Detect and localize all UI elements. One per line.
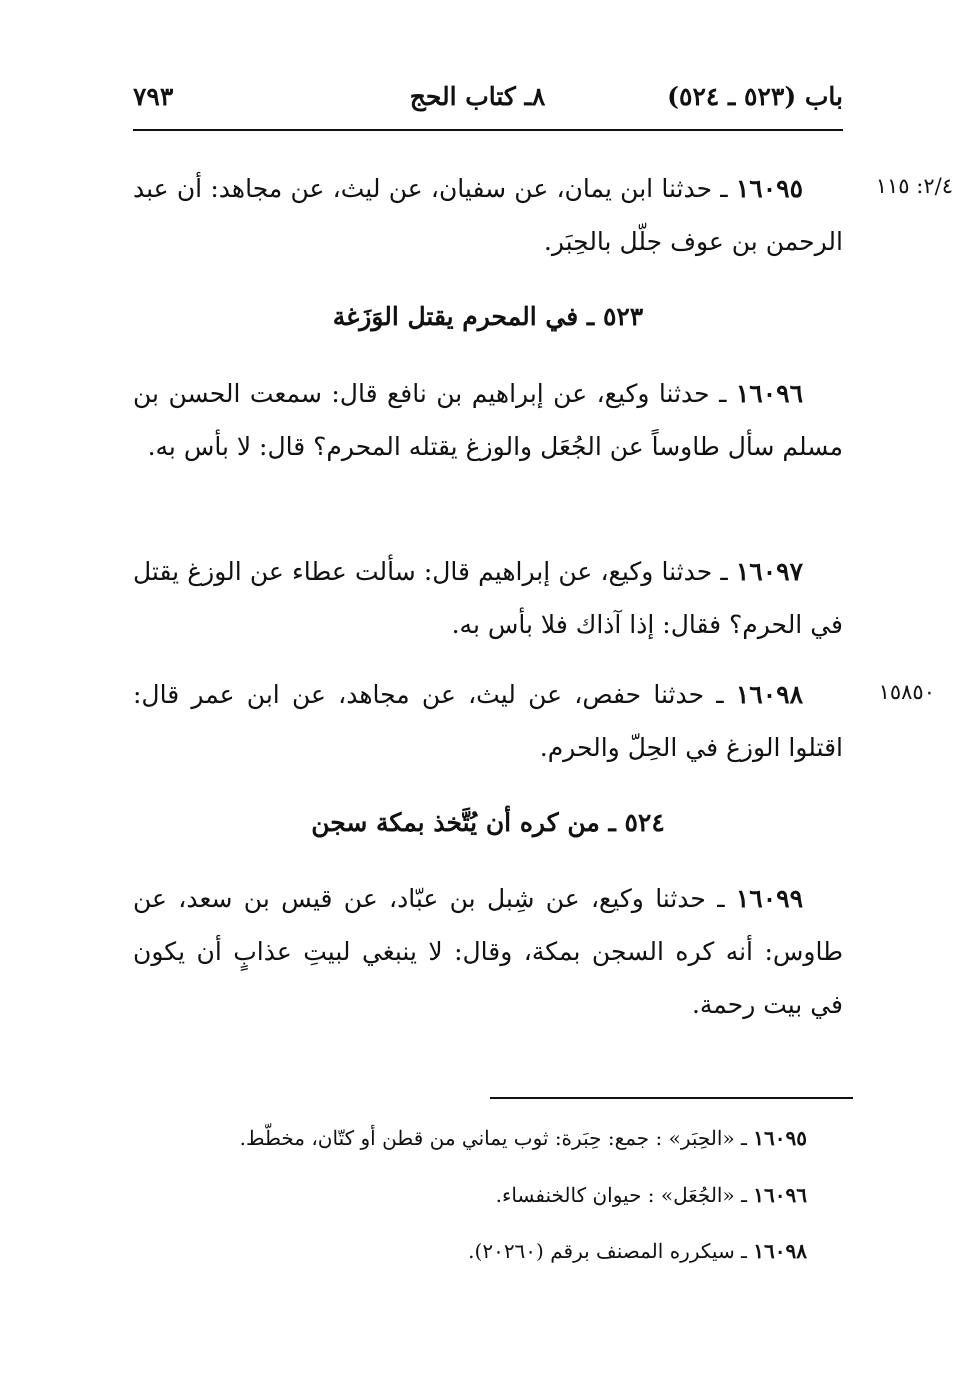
hadith-text: ـ حدثنا وكيع، عن إبراهيم بن نافع قال: سمعت الحسن بن مسلم سأل طاوساً عن الجُعَل والوزغ يقتله المحرم؟ قال: لا بأس به.	[133, 379, 843, 461]
hadith-number: ١٦٠٩٦	[735, 379, 803, 408]
hadith-text: ـ حدثنا ابن يمان، عن سفيان، عن ليث، عن مجاهد: أن عبد الرحمن بن عوف جلّل بالحِبَر.	[133, 174, 843, 256]
hadith-number: ١٦٠٩٧	[735, 557, 803, 586]
hadith-16096	[133, 367, 843, 473]
hadith-16099	[133, 872, 843, 1031]
hadith-16095	[133, 162, 843, 268]
margin-ref-number: ١٥٨٥٠	[878, 680, 935, 704]
footnote-text: ـ «الجُعَل» : حيوان كالخنفساء.	[495, 1183, 754, 1207]
hadith-number: ١٦٠٩٨	[735, 680, 803, 709]
margin-ref-volume-page: ٢/٤: ١١٥	[875, 174, 953, 198]
hadith-number: ١٦٠٩٩	[735, 884, 803, 913]
header-page-number: ٧٩٣	[133, 82, 174, 111]
hadith-text: ـ حدثنا وكيع، عن إبراهيم قال: سألت عطاء عن الوزغ يقتل في الحرم؟ فقال: إذا آذاك فلا بأس به.	[133, 557, 843, 639]
footnote-16098	[133, 1237, 807, 1265]
header-rule	[133, 129, 843, 131]
chapter-heading-524: ٥٢٤ ـ من كره أن يُتَّخذ بمكة سجن	[311, 808, 665, 837]
chapter-heading-523: ٥٢٣ ـ في المحرم يقتل الوَزَغة	[332, 302, 644, 331]
header-chapter: باب (٥٢٣ ـ ٥٢٤)	[667, 82, 843, 111]
footnote-number: ١٦٠٩٥	[753, 1126, 807, 1150]
footnote-16095	[133, 1124, 807, 1152]
footnote-number: ١٦٠٩٦	[753, 1183, 807, 1207]
header-book-title: ٨ـ كتاب الحج	[409, 82, 546, 111]
hadith-number: ١٦٠٩٥	[735, 174, 803, 203]
hadith-text: ـ حدثنا وكيع، عن شِبل بن عبّاد، عن قيس بن سعد، عن طاوس: أنه كره السجن بمكة، وقال: لا ينبغي لبيتِ عذابٍ أن يكون في بيت رحمة.	[133, 884, 843, 1019]
footnote-rule	[490, 1097, 853, 1099]
hadith-16097	[133, 545, 843, 651]
footnote-16096	[133, 1181, 807, 1209]
footnote-number: ١٦٠٩٨	[753, 1239, 807, 1263]
hadith-16098	[133, 668, 843, 774]
footnote-text: ـ «الحِبَر» : جمع: حِبَرة: ثوب يماني من قطن أو كتّان، مخطّط.	[239, 1126, 754, 1150]
hadith-text: ـ حدثنا حفص، عن ليث، عن مجاهد، عن ابن عمر قال: اقتلوا الوزغ في الحِلّ والحرم.	[133, 680, 843, 762]
footnote-text: ـ سيكرره المصنف برقم (٢٠٢٦٠).	[468, 1239, 754, 1263]
